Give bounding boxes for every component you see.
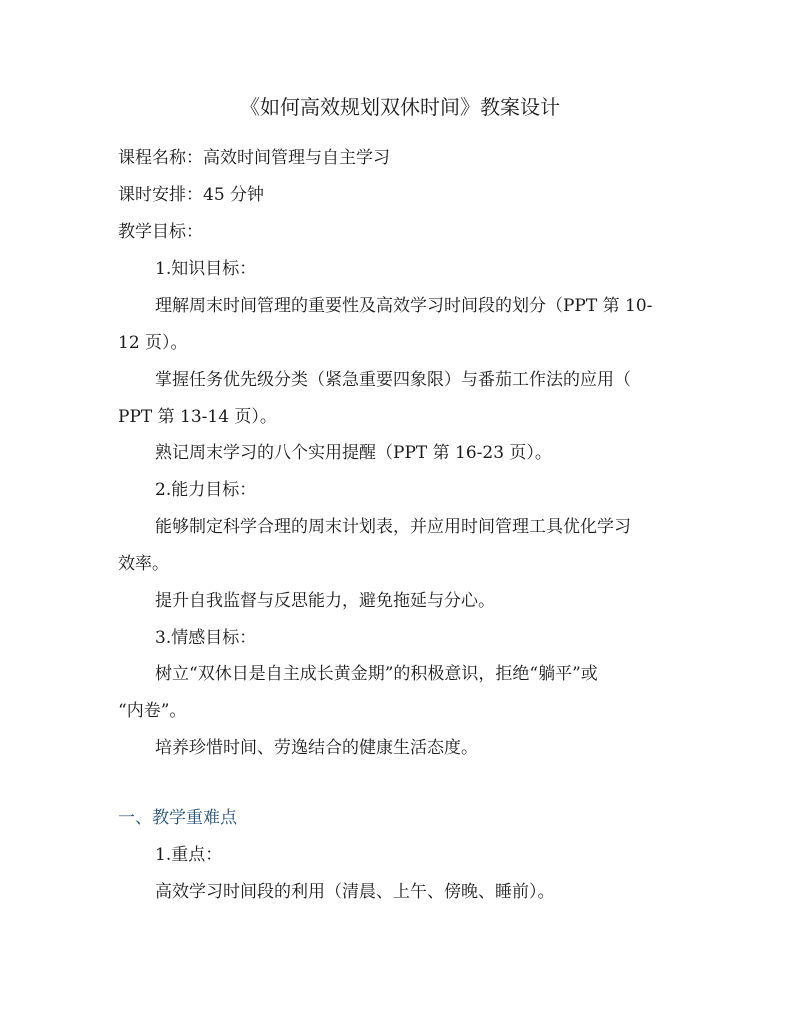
objectives-heading: 教学目标：	[118, 222, 203, 242]
knowledge-item-2-cont: PPT 第 13-14 页）。	[118, 407, 277, 427]
course-name: 课程名称：高效时间管理与自主学习	[118, 148, 390, 168]
emotion-heading: 3.情感目标：	[155, 628, 257, 648]
ability-item-1: 能够制定科学合理的周末计划表，并应用时间管理工具优化学习	[155, 517, 631, 537]
knowledge-item-1-cont: 12 页）。	[118, 333, 188, 353]
knowledge-item-3: 熟记周末学习的八个实用提醒（PPT 第 16-23 页）。	[155, 443, 552, 463]
key-points-heading: 1.重点：	[155, 845, 223, 865]
emotion-item-1-cont: “内卷”。	[118, 701, 187, 721]
knowledge-heading: 1.知识目标：	[155, 259, 257, 279]
section-heading-key-difficult: 一、教学重难点	[118, 808, 237, 828]
emotion-item-2: 培养珍惜时间、劳逸结合的健康生活态度。	[155, 738, 478, 758]
ability-item-2: 提升自我监督与反思能力，避免拖延与分心。	[155, 591, 495, 611]
knowledge-item-2: 掌握任务优先级分类（紧急重要四象限）与番茄工作法的应用（	[155, 370, 631, 390]
schedule: 课时安排：45 分钟	[118, 185, 265, 205]
knowledge-item-1: 理解周末时间管理的重要性及高效学习时间段的划分（PPT 第 10-	[155, 296, 653, 316]
ability-item-1-cont: 效率。	[118, 554, 169, 574]
document-title: 《如何高效规划双休时间》教案设计	[240, 95, 560, 119]
key-points-item: 高效学习时间段的利用（清晨、上午、傍晚、睡前）。	[155, 882, 555, 902]
ability-heading: 2.能力目标：	[155, 480, 257, 500]
emotion-item-1: 树立“双休日是自主成长黄金期”的积极意识，拒绝“躺平”或	[155, 664, 598, 684]
